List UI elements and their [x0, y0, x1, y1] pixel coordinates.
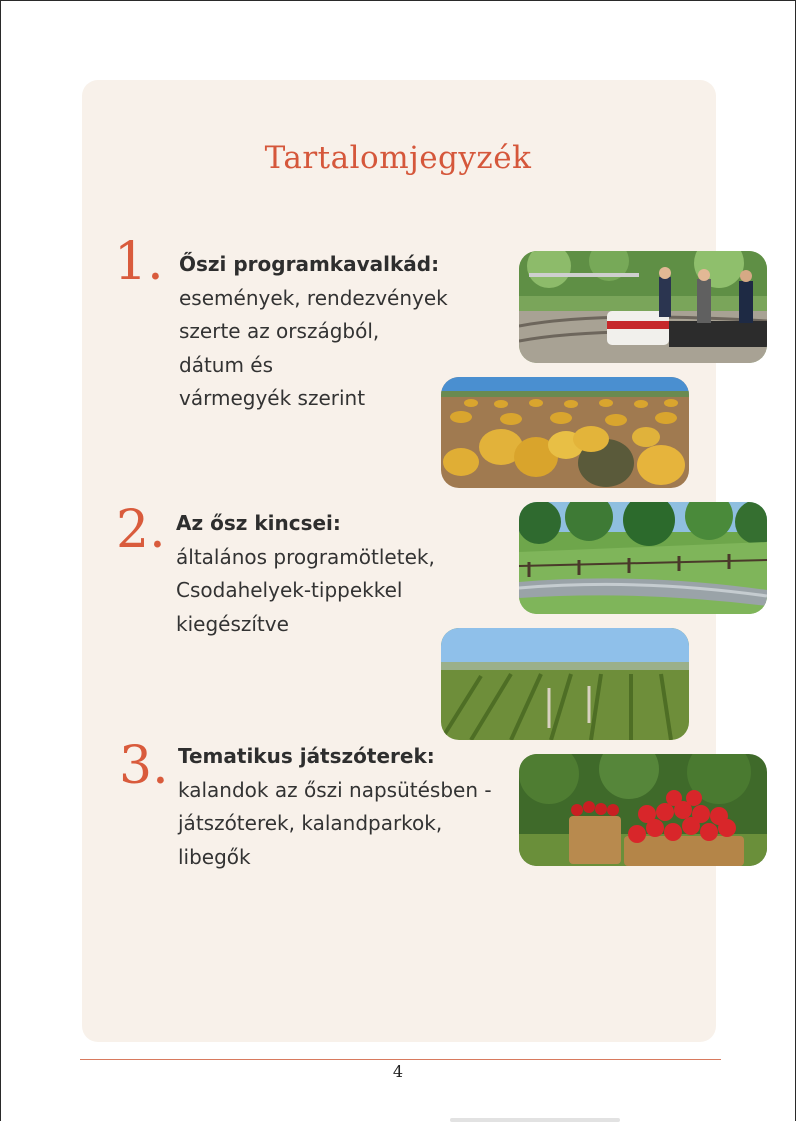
section-2-line: általános programötletek,	[176, 544, 435, 569]
section-number-3: 3.	[119, 736, 169, 796]
section-3-line: játszóterek, kalandparkok,	[178, 811, 443, 836]
section-2	[176, 507, 435, 641]
section-3	[178, 740, 492, 874]
section-1-heading: Őszi programkavalkád:	[179, 252, 440, 276]
page-number: 4	[392, 1062, 404, 1081]
section-3-line: libegők	[178, 844, 251, 869]
section-2-heading: Az ősz kincsei:	[176, 511, 341, 535]
miniature-train-photo	[519, 251, 767, 363]
section-1-line: dátum és	[179, 352, 274, 377]
section-2-line: kiegészítve	[176, 611, 289, 636]
section-2-line: Csodahelyek-tippekkel	[176, 578, 403, 603]
section-3-line: kalandok az őszi napsütésben -	[178, 777, 492, 802]
section-1-line: események, rendezvények	[179, 285, 448, 310]
section-1	[179, 248, 448, 416]
page-title: Tartalomjegyzék	[264, 140, 532, 176]
section-1-line: szerte az országból,	[179, 319, 380, 344]
section-1-line: vármegyék szerint	[179, 386, 366, 411]
vineyard-photo	[441, 628, 689, 740]
section-number-1: 1.	[114, 232, 164, 292]
pumpkin-field-photo	[441, 377, 689, 488]
section-number-2: 2.	[116, 500, 166, 560]
apple-baskets-photo	[519, 754, 767, 866]
bobsled-track-photo	[519, 502, 767, 614]
next-page-edge	[450, 1118, 620, 1122]
section-3-heading: Tematikus játszóterek:	[178, 744, 435, 768]
footer-divider	[80, 1059, 721, 1060]
